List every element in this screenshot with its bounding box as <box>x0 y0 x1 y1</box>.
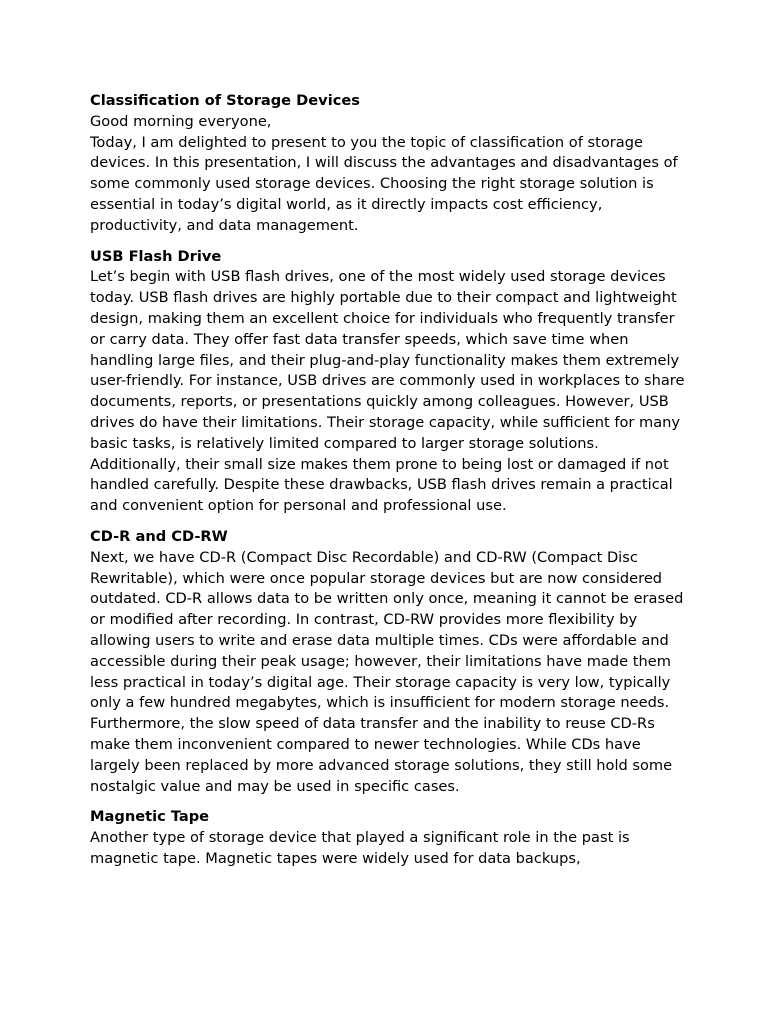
section-body: Let’s begin with USB flash drives, one of the most widely used storage devices today. USB flash drives are highly portable due to their compact and lightweight design, making them an excellent choice for individuals who frequently transfer or carry data. They offer fast data transfer speeds, which save time when handling large files, and their plug-and-play functionality makes them extremely user-friendly. For instance, USB drives are commonly used in workplaces to share documents, reports, or presentations quickly among colleagues. However, USB drives do have their limitations. Their storage capacity, while sufficient for many basic tasks, is relatively limited compared to larger storage solutions. Additionally, their small size makes them prone to being lost or damaged if not handled carefully. Despite these drawbacks, USB flash drives remain a practical and convenient option for personal and professional use. <box>90 268 685 515</box>
section-magnetic-tape <box>90 807 690 869</box>
section-body: Another type of storage device that played a significant role in the past is magnetic tape. Magnetic tapes were widely used for data backups, <box>90 829 630 867</box>
section-heading: Magnetic Tape <box>90 808 210 826</box>
section-heading: USB Flash Drive <box>90 247 222 265</box>
intro-paragraph: Today, I am delighted to present to you the topic of classification of storage devices. In this presentation, I will discuss the advantages and disadvantages of some commonly used storage devices. Choosing the right storage solution is essential in today’s digital world, as it directly impacts cost efficiency, productivity, and data management. <box>90 133 678 234</box>
document-page <box>90 91 690 870</box>
document-title: Classification of Storage Devices <box>90 92 360 109</box>
section-body: Next, we have CD-R (Compact Disc Recordable) and CD-RW (Compact Disc Rewritable), which were once popular storage devices but are now considered outdated. CD-R allows data to be written only once, meaning it cannot be erased or modified after recording. In contrast, CD-RW provides more flexibility by allowing users to write and erase data multiple times. CDs were affordable and accessible during their peak usage; however, their limitations have made them less practical in today’s digital age. Their storage capacity is very low, typically only a few hundred megabytes, which is insufficient for modern storage needs. Furthermore, the slow speed of data transfer and the inability to reuse CD-Rs make them inconvenient compared to newer technologies. While CDs have largely been replaced by more advanced storage solutions, they still hold some nostalgic value and may be used in specific cases. <box>90 548 684 795</box>
section-usb-flash-drive <box>90 247 690 517</box>
section-heading: CD-R and CD-RW <box>90 527 228 545</box>
greeting: Good morning everyone, <box>90 112 272 130</box>
section-cd-r-and-cd-rw <box>90 527 690 797</box>
